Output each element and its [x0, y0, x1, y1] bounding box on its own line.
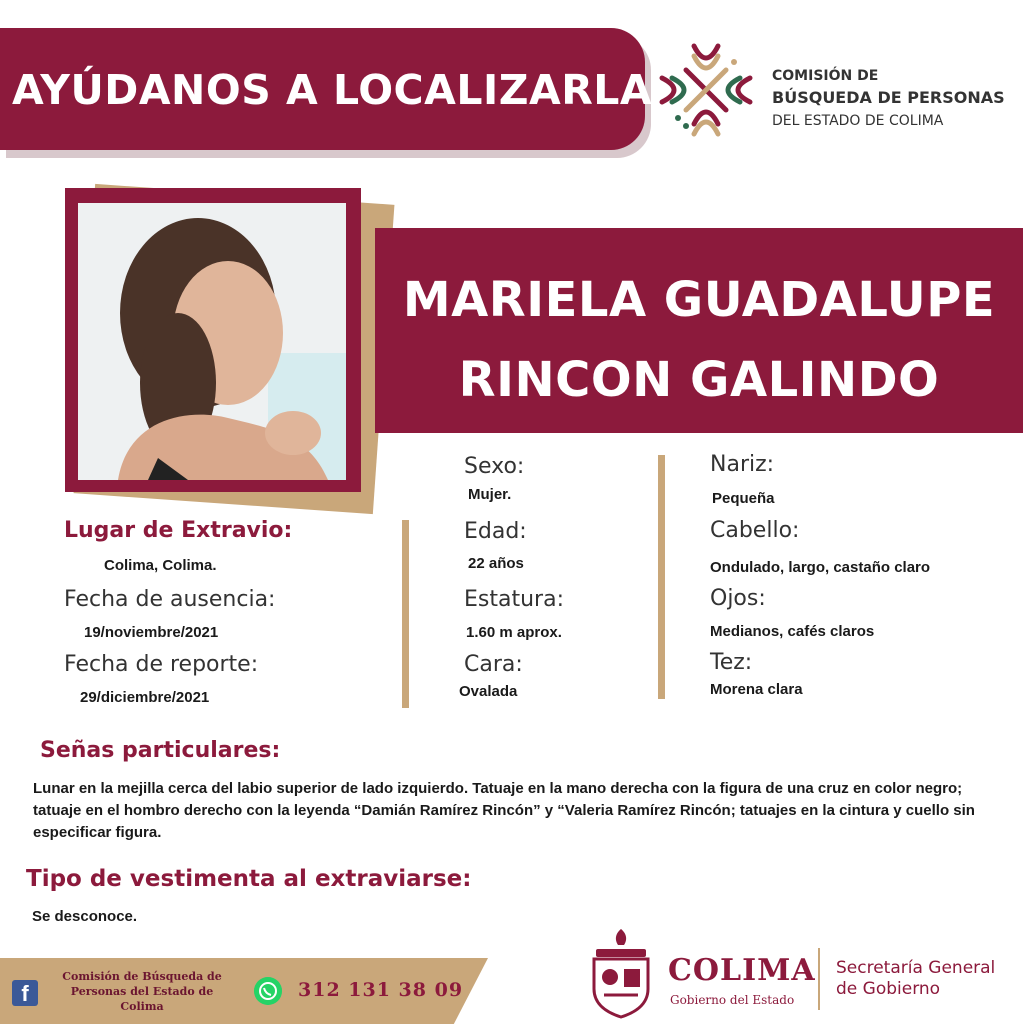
- lugar-extravio-value: Colima, Colima.: [104, 557, 217, 574]
- edad-value: 22 años: [468, 555, 524, 572]
- ojos-value: Medianos, cafés claros: [710, 623, 875, 640]
- org-name-line-2: BÚSQUEDA DE PERSONAS: [772, 88, 1005, 107]
- senas-particulares-label: Señas particulares:: [40, 738, 281, 763]
- cara-label: Cara:: [464, 652, 523, 677]
- divider-right: [658, 455, 665, 699]
- secretaria-line-1: Secretaría General: [836, 958, 996, 978]
- facebook-icon[interactable]: f: [12, 980, 38, 1006]
- org-name-line-3: DEL ESTADO DE COLIMA: [772, 113, 944, 129]
- fecha-ausencia-value: 19/noviembre/2021: [84, 624, 219, 641]
- cabello-value: Ondulado, largo, castaño claro: [710, 559, 931, 576]
- tez-value: Morena clara: [710, 681, 803, 698]
- org-name-line-1: COMISIÓN DE: [772, 68, 879, 84]
- sexo-value: Mujer.: [468, 486, 512, 503]
- edad-label: Edad:: [464, 519, 527, 544]
- facebook-page-line-3: Colima: [120, 1000, 164, 1013]
- gobierno-estado-text: Gobierno del Estado: [670, 993, 795, 1007]
- fecha-reporte-label: Fecha de reporte:: [64, 652, 259, 677]
- cabello-label: Cabello:: [710, 518, 800, 543]
- fecha-reporte-value: 29/diciembre/2021: [80, 689, 210, 706]
- vestimenta-label: Tipo de vestimenta al extraviarse:: [26, 866, 472, 892]
- sexo-label: Sexo:: [464, 454, 525, 479]
- ojos-label: Ojos:: [710, 586, 766, 611]
- vestimenta-value: Se desconoce.: [32, 908, 138, 925]
- cara-value: Ovalada: [459, 683, 518, 700]
- divider-left: [402, 520, 409, 708]
- whatsapp-icon[interactable]: [254, 977, 282, 1005]
- phone-number[interactable]: 312 131 38 09: [298, 979, 464, 1001]
- senas-particulares-text: Lunar en la mejilla cerca del labio superior de lado izquierdo. Tatuaje en la mano derecha con la figura de una cruz en color negro; tatuaje en el hombro derecho con la leyenda “Damián Ramírez Rincón” y “Valeria Ramírez Rincón; tatuajes en la cintura y cuello sin especificar figura.: [33, 780, 975, 841]
- nariz-value: Pequeña: [712, 490, 775, 507]
- facebook-page-line-1: Comisión de Búsqueda de: [62, 970, 222, 983]
- estatura-value: 1.60 m aprox.: [466, 624, 562, 641]
- colima-coat-of-arms-icon: [588, 927, 654, 1019]
- person-photo: [78, 203, 346, 480]
- banner-title: AYÚDANOS A LOCALIZARLA: [12, 66, 653, 114]
- person-photo-icon: [78, 203, 346, 480]
- tez-label: Tez:: [710, 650, 753, 675]
- lugar-extravio-label: Lugar de Extravio:: [64, 518, 293, 543]
- fecha-ausencia-label: Fecha de ausencia:: [64, 587, 276, 612]
- secretaria-line-2: de Gobierno: [836, 979, 941, 999]
- facebook-page-line-2: Personas del Estado de: [70, 985, 214, 998]
- person-name-line-1: MARIELA GUADALUPE: [402, 272, 996, 328]
- nariz-label: Nariz:: [710, 452, 775, 477]
- footer-divider: [818, 948, 820, 1010]
- person-name-line-2: RINCON GALINDO: [458, 352, 940, 408]
- colima-wordmark: COLIMA: [668, 953, 816, 988]
- estatura-label: Estatura:: [464, 587, 564, 612]
- woven-cross-logo-icon: [656, 40, 756, 140]
